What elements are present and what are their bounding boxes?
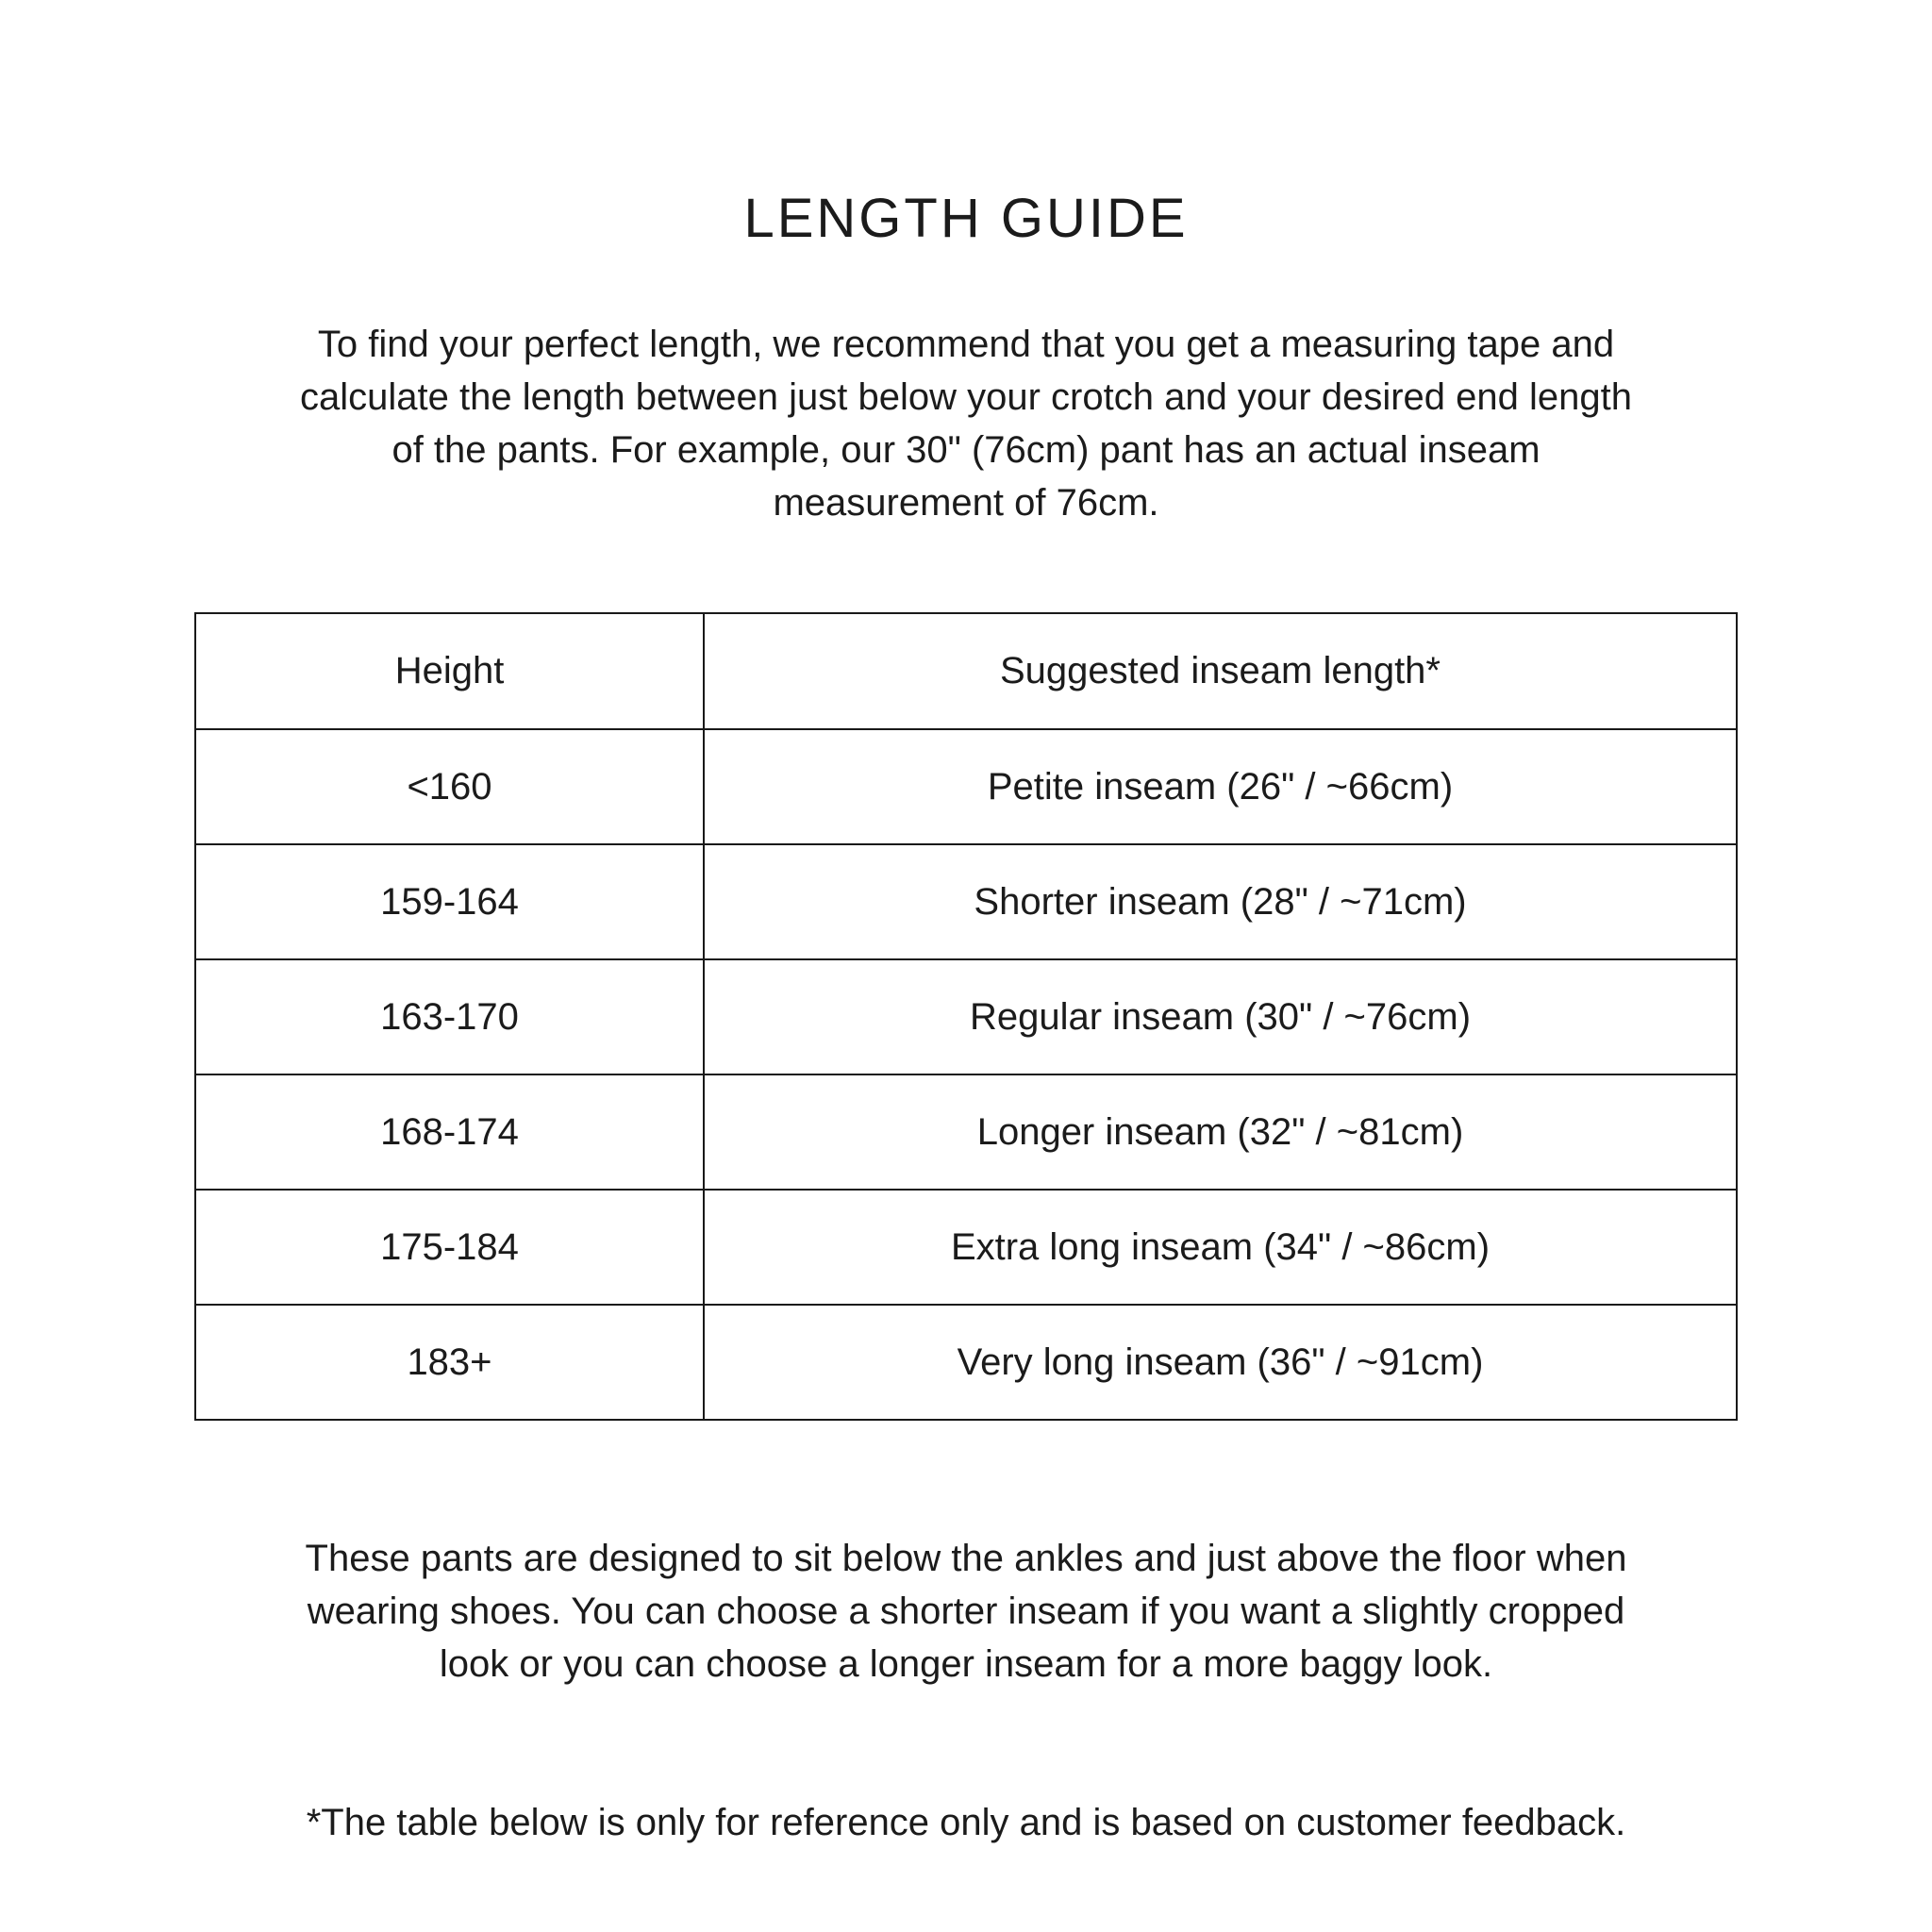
height-cell: 183+ — [195, 1305, 704, 1420]
intro-line-4: measurement of 76cm. — [773, 482, 1159, 524]
note-line-2: wearing shoes. You can choose a shorter inseam if you want a slightly cropped — [307, 1591, 1625, 1632]
height-cell: 159-164 — [195, 844, 704, 959]
height-cell: <160 — [195, 729, 704, 844]
table-row — [195, 844, 1737, 959]
column-header-height: Height — [195, 613, 704, 729]
note-line-3: look or you can choose a longer inseam for a more baggy look. — [439, 1643, 1493, 1685]
inseam-cell: Very long inseam (36" / ~91cm) — [704, 1305, 1737, 1420]
intro-line-3: of the pants. For example, our 30" (76cm) pant has an actual inseam — [391, 429, 1541, 471]
intro-paragraph — [174, 318, 1758, 529]
inseam-cell: Longer inseam (32" / ~81cm) — [704, 1074, 1737, 1190]
length-guide-table — [194, 612, 1738, 1421]
inseam-cell: Petite inseam (26" / ~66cm) — [704, 729, 1737, 844]
fit-note-paragraph — [174, 1532, 1758, 1690]
column-header-suggested-inseam: Suggested inseam length* — [704, 613, 1737, 729]
height-cell: 168-174 — [195, 1074, 704, 1190]
inseam-cell: Extra long inseam (34" / ~86cm) — [704, 1190, 1737, 1305]
intro-line-2: calculate the length between just below your crotch and your desired end length — [299, 376, 1632, 418]
table-row — [195, 1305, 1737, 1420]
table-row — [195, 1190, 1737, 1305]
page-title: LENGTH GUIDE — [743, 188, 1189, 249]
table-row — [195, 959, 1737, 1074]
height-cell: 175-184 — [195, 1190, 704, 1305]
reference-footnote: *The table below is only for reference only and is based on customer feedback. — [306, 1802, 1626, 1843]
intro-line-1: To find your perfect length, we recommend that you get a measuring tape and — [317, 324, 1615, 365]
inseam-cell: Shorter inseam (28" / ~71cm) — [704, 844, 1737, 959]
table-row — [195, 1074, 1737, 1190]
note-line-1: These pants are designed to sit below the ankles and just above the floor when — [305, 1538, 1627, 1579]
table-header-row — [195, 613, 1737, 729]
inseam-cell: Regular inseam (30" / ~76cm) — [704, 959, 1737, 1074]
height-cell: 163-170 — [195, 959, 704, 1074]
table-row — [195, 729, 1737, 844]
